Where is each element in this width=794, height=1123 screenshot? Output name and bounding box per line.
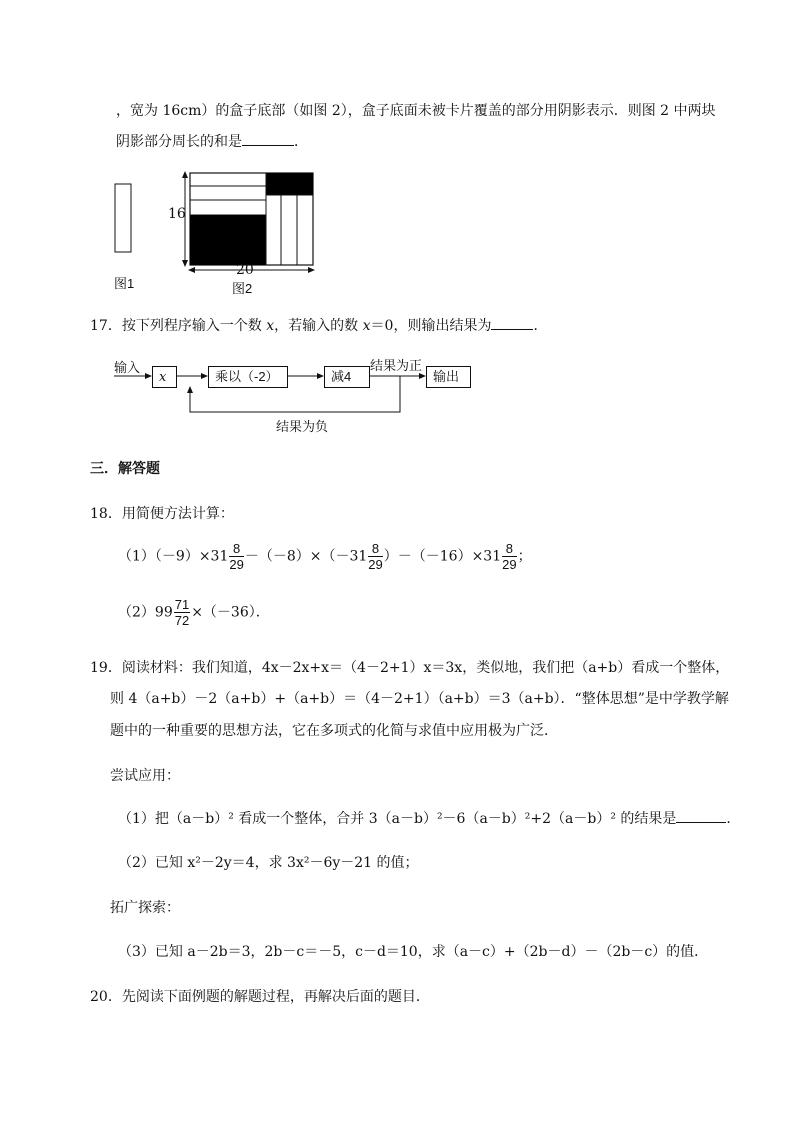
q19-p1-text: （1）把（a－b）² 看成一个整体，合并 3（a－b）²－6（a－b）²+2（a－b）² 的结果是: [118, 811, 677, 827]
flow-output-box: 输出: [426, 366, 471, 388]
fig2-caption: 图2: [232, 281, 253, 296]
q16-line2: [116, 131, 308, 151]
q19-line2: 则 4（a+b）－2（a+b）+（a+b）＝（4－2+1）（a+b）＝3（a+b）．“整体思想”是中学教学解: [110, 691, 729, 707]
answer-blank: [676, 822, 726, 823]
q17-var-x: x: [266, 318, 275, 334]
q16-line2-text: 阴影部分周长的和是: [116, 134, 242, 150]
q17-text-b: ，若输入的数: [274, 318, 363, 334]
q18-p2-end: ×（－36）．: [191, 604, 270, 621]
q19-part2: （2）已知 x²－2y＝4，求 3x²－6y－21 的值；: [118, 855, 419, 871]
mixed-fraction: $\frac{8}{29}$: [368, 541, 383, 572]
mixed-fraction: $\frac{8}{29}$: [229, 541, 244, 572]
dim-width-label: 20: [236, 262, 254, 278]
q20-line1: 20．先阅读下面例题的解题过程，再解决后面的题目．: [90, 989, 430, 1005]
flow-negative-label: 结果为负: [276, 419, 329, 434]
q16-end: ．: [294, 134, 308, 150]
answer-blank: [491, 329, 533, 330]
mixed-fraction: $\frac{8}{29}$: [502, 541, 517, 572]
dim-height-label: 16: [168, 206, 186, 222]
q17-end: ．: [533, 318, 548, 334]
q16-figures: [108, 166, 330, 296]
fig1-card: [115, 184, 131, 252]
q18-p1-label: （1）（－9）×31: [118, 548, 229, 565]
q19-line1: 19．阅读材料：我们知道，4x－2x+x＝（4－2+1）x＝3x，类似地，我们把（a+b）看成一个整体，: [90, 660, 730, 676]
shaded-region-left: [190, 215, 266, 265]
q19-explore-heading: 拓广探索：: [110, 900, 180, 916]
q17-var-x-2: x: [362, 318, 371, 334]
q19-part1: [118, 808, 740, 828]
q17-question: [90, 315, 547, 335]
q19-try-heading: 尝试应用：: [110, 768, 180, 784]
fig1-caption: 图1: [114, 276, 135, 291]
q17-text-c: ＝0，则输出结果为: [370, 318, 492, 334]
q18-p1-mid1: －（－8）×（－31: [244, 548, 368, 565]
q18-p2-label: （2）99: [118, 604, 173, 621]
flow-multiply-box: 乘以（-2）: [208, 366, 288, 388]
q19-line3: 题中的一种重要的思想方法，它在多项式的化简与求值中应用极为广泛．: [110, 723, 558, 739]
section-heading: 三．解答题: [90, 460, 160, 476]
shaded-region-right: [266, 173, 313, 195]
q18-p1-end: ；: [517, 548, 532, 565]
flow-x-box: [152, 366, 177, 388]
q16-line1: ，宽为 16cm）的盒子底部（如图 2），盒子底面未被卡片覆盖的部分用阴影表示．则图 2 中两块: [116, 103, 716, 119]
q19-part3: （3）已知 a－2b＝3，2b－c＝－5，c－d＝10，求（a－c）+（2b－d）－（2b－c）的值．: [118, 944, 709, 960]
q18-part2: [118, 598, 270, 627]
answer-blank: [242, 145, 294, 146]
flow-minus-box: 减4: [324, 366, 370, 388]
q18-p1-mid2: ）－（－16）×31: [383, 548, 502, 565]
flow-input-label: 输入: [114, 360, 141, 375]
q18-part1: [118, 542, 532, 571]
q19-p1-end: ．: [726, 811, 741, 827]
mixed-fraction: $\frac{71}{72}$: [174, 597, 190, 628]
flow-x-text: x: [159, 370, 167, 385]
q18-title: 18．用简便方法计算：: [90, 506, 234, 522]
flow-positive-label: 结果为正: [370, 358, 423, 373]
q17-text-a: 17．按下列程序输入一个数: [90, 318, 267, 334]
